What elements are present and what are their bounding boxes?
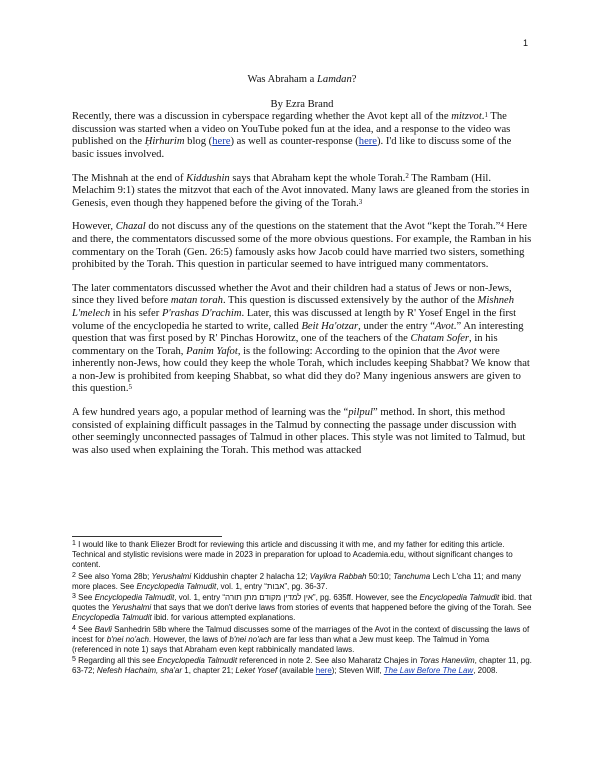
fn5-text: ); Steven Wilf, (331, 666, 384, 676)
fn5-here-link[interactable]: here (315, 666, 332, 676)
fn3-yerushalmi: Yerushalmi (111, 603, 152, 613)
p5-text: A few hundred years ago, a popular method of learning was the “ (72, 407, 349, 419)
footnote-1-number: 1 (72, 539, 76, 547)
fn2-text: Lech L'cha 11; and many more places. See (72, 571, 522, 591)
page-number: 1 (522, 38, 528, 48)
p2-text: says that Abraham kept the whole Torah. (229, 172, 406, 184)
p4-avot: Avot (434, 320, 454, 332)
footnote-ref-3[interactable]: 3 (358, 197, 363, 206)
paragraph-5 (72, 407, 532, 457)
footnote-3-number: 3 (72, 592, 76, 600)
fn5-text: 1, chapter 21; (182, 666, 236, 676)
footnote-5-number: 5 (72, 656, 76, 664)
p1-text: Recently, there was a discussion in cyberspace regarding whether the Avot kept all of the (72, 111, 452, 123)
footnote-ref-2[interactable]: 2 (405, 172, 409, 181)
paragraph-3 (72, 221, 532, 271)
footnote-5 (72, 656, 532, 676)
fn4-bavli: Bavli (94, 624, 112, 634)
footnote-2 (72, 572, 532, 592)
here-link-2[interactable]: here (358, 136, 378, 148)
fn5-text: , 2008. (473, 666, 498, 676)
p4-text: , under the entry “ (358, 320, 435, 332)
fn4-text: Sanhedrin 58b where the Talmud discusses some of the marriages of the Avot in the context of discussing the laws of incest for (72, 624, 530, 644)
paragraph-1 (72, 111, 532, 161)
fn2-text: , vol. 1, entry “אבות”, pg. 36-37. (216, 581, 328, 591)
fn3-encyclopedia-2: Encyclopedia Talmudit (419, 593, 500, 603)
footnote-3 (72, 593, 532, 624)
p3-chazal: Chazal (115, 221, 146, 233)
article-body (72, 72, 532, 457)
fn2-yerushalmi: Yerushalmi (151, 571, 192, 581)
fn5-text: (available (277, 666, 316, 676)
fn3-text: ibid. for various attempted explanations. (151, 613, 296, 623)
fn5-text: Regarding all this see (75, 656, 158, 666)
p4-mishneh: Mishneh L'melech (72, 295, 515, 319)
p5-pilpul: pilpul (348, 407, 373, 419)
fn4-text: . However, the laws of (148, 634, 230, 644)
p5-text: ” method. In short, this method consisted of explaining difficult passages in the Talmud by connecting the passage under discussion with other seemingly unconnected passages of Talmud in other places. This style was not limited to Talmud, but was also used when explaining the Torah. This method was attacked (72, 407, 526, 456)
title-text: Was Abraham a (247, 74, 318, 85)
p3-text: However, (72, 221, 116, 233)
fn3-text: ibid. that quotes the (72, 593, 532, 613)
footnote-divider (72, 536, 222, 537)
p1-mitzvot: mitzvot (451, 111, 482, 123)
footnote-2-number: 2 (72, 571, 76, 579)
footnote-ref-5[interactable]: 5 (128, 383, 133, 392)
p1-text: The discussion was started when a video on YouTube poked fun at the idea, and a response to the video was published on the (72, 111, 511, 148)
fn5-nefesh: Nefesh Hachaim, sha'ar (96, 666, 183, 676)
fn2-text: 50:10; (366, 571, 394, 581)
p4-matan-torah: matan torah (170, 295, 223, 307)
p4-beit: Beit Ha'otzar (301, 320, 359, 332)
p4-text: .” An interesting question that was first posed by R' Pinchas Horowitz, one of the teachers of the (72, 320, 524, 345)
p3-text: Here and there, the commentators discussed some of the more obvious questions. For example, the Ramban in his commentary on the Torah (Gen. 26:5) famously asks how Jacob could have married two sisters, something prohibited by the Torah. This question in particular seemed to have intrigued many commentators. (72, 221, 532, 271)
fn3-text: , vol. 1, entry “אין למדין מקודם מתן תורה”, pg. 635ff. However, see the (174, 593, 420, 603)
fn4-bnei-noach: b'nei no'ach (106, 634, 149, 644)
p1-text: . (481, 111, 485, 123)
paragraph-2 (72, 173, 532, 211)
fn5-text: referenced in note 2. See also Maharatz Chajes in (237, 656, 420, 666)
footnote-ref-1[interactable]: 1 (484, 111, 488, 120)
footnote-1-text: I would like to thank Eliezer Brodt for reviewing this article and discussing it with me, and my father for editing this article. Technical and stylistic revisions were made in 2023 in preparation for upload to Academia.edu, without significant changes to content. (72, 540, 513, 570)
footnote-ref-4[interactable]: 4 (500, 221, 504, 230)
p4-text: . Later, this was discussed at length by R' Yosef Engel in the first volume of the encyclopedia he started to write, called (72, 307, 517, 332)
p2-text: The Mishnah at the end of (72, 172, 187, 184)
fn2-text: See also Yoma 28b; (75, 571, 152, 581)
footnote-4 (72, 625, 532, 656)
p1-text: blog ( (184, 136, 213, 148)
p4-avot-2: Avot (457, 345, 477, 357)
p1-text: ). I'd like to discuss some of the basic issues involved. (72, 136, 512, 160)
fn2-tanchuma: Tanchuma (393, 571, 431, 581)
p2-kiddushin: Kiddushin (186, 172, 230, 184)
fn3-text: that says that we don't derive laws from stories of events that happened before the giving of the Torah. See (151, 603, 532, 613)
footnote-1 (72, 540, 532, 571)
paragraph-4 (72, 283, 532, 396)
p2-text: The Rambam (Hil. Melachim 9:1) states the mitzvot that each of the Avot innovated. Many laws are gleaned from the stories in Genesis, even though they happened before the giving of the Torah. (72, 172, 530, 209)
p4-text: The later commentators discussed whether the Avot and their children had a status of Jews or non-Jews, since they lived before (72, 282, 512, 307)
p4-text: , in his commentary on the Torah, (72, 333, 498, 357)
fn4-text: See (75, 624, 95, 634)
fn5-law-link[interactable]: The Law Before The Law (383, 666, 474, 676)
p1-hirhurim: Ḥirhurim (144, 136, 185, 148)
fn5-encyclopedia: Encyclopedia Talmudit (157, 656, 238, 666)
byline: By Ezra Brand (270, 98, 334, 110)
p4-text: in his sefer (110, 307, 162, 319)
article-title (72, 72, 532, 87)
p1-text: ) as well as counter-response ( (230, 136, 359, 148)
title-emphasis: Lamdan (317, 74, 352, 85)
p4-text: were inherently non-Jews, how could they keep the whole Torah, which includes keeping Shabbat? We know that a non-Jew is prohibited from keeping Shabbat, so what did they do? Many ingenious answers are given to this question. (72, 345, 530, 395)
fn2-encyclopedia: Encyclopedia Talmudit (136, 581, 217, 591)
fn3-encyclopedia-3: Encyclopedia Talmudit (72, 613, 152, 623)
fn3-text: See (75, 593, 95, 603)
fn5-leket: Leket Yosef (235, 666, 278, 676)
footnotes (72, 536, 532, 678)
fn4-bnei-noach-2: b'nei no'ach (229, 634, 272, 644)
fn2-vayikra: Vayikra Rabbah (309, 571, 367, 581)
p4-prashas: P'rashas D'rachim (161, 307, 242, 319)
footnote-4-number: 4 (72, 624, 76, 632)
title-question-mark: ? (351, 74, 357, 85)
p4-text: . This question is discussed extensively by the author of the (222, 295, 478, 307)
here-link-1[interactable]: here (212, 136, 231, 148)
p4-panim: Panim Yafot (186, 345, 238, 357)
p3-text: do not discuss any of the questions on the statement that the Avot “kept the Torah.” (145, 221, 501, 233)
fn5-text: , chapter 11, pg. 63-72; (72, 656, 532, 676)
fn4-text: are far less than what a Jew must keep. The Talmud in Yoma (referenced in note 1) says that Abraham even kept rabbinically mandated laws. (72, 634, 490, 655)
fn5-toras: Toras Haneviim (419, 656, 475, 666)
fn2-text: Kiddushin chapter 2 halacha 12; (191, 571, 310, 581)
fn3-encyclopedia: Encyclopedia Talmudit (94, 593, 175, 603)
p4-text: , is the following: According to the opinion that the (237, 345, 458, 357)
p4-chatam: Chatam Sofer (410, 333, 470, 345)
